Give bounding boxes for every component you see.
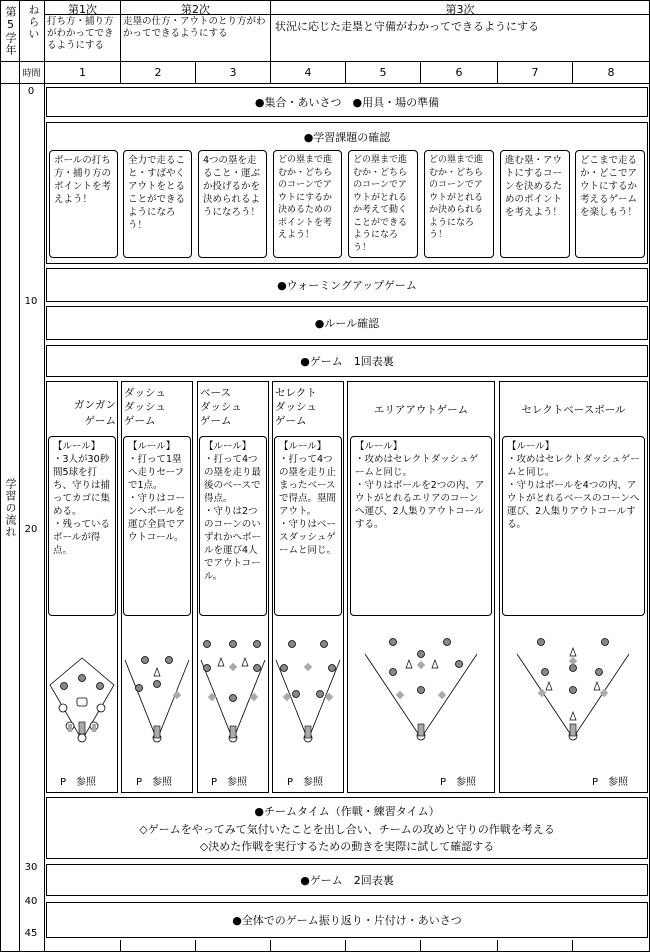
task-box-1: ボールの打ち方・捕り方のポイントを考えよう！ bbox=[49, 150, 118, 258]
field-diagram-6 bbox=[499, 630, 648, 755]
ref-5 bbox=[440, 773, 476, 788]
game-title-4: セレクト ダッシュ ゲーム bbox=[275, 387, 317, 427]
ref-label: 参照 bbox=[303, 777, 324, 788]
task-box-4: どの塁まで進むか・どちらのコーンでアウトにするか決めるためのポイントを考えよう！ bbox=[273, 150, 342, 258]
task-box-5: どの塁まで進むか・どちらのコーンでアウトがとれるか考えて動くことができるようになろう！ bbox=[348, 150, 418, 258]
ref-p: P bbox=[60, 777, 67, 788]
rule-box-5: 【ルール】 ・攻めはセレクトダッシュゲームと同じ。 ・守りはボールを2つの内、アウトがとれるエリアのコーンへ運び、2人集りアウトコールする。 bbox=[350, 436, 492, 616]
field-diagram-3 bbox=[197, 640, 269, 755]
field-diagram-2 bbox=[121, 640, 193, 755]
task-box-6: どの塁まで進むか・どちらのコーンでアウトがとれるか決められるようになろう！ bbox=[424, 150, 494, 258]
phase-1-aim: 打ち方・捕り方がわかってできるようにする bbox=[47, 16, 114, 51]
game-title-6: セレクトベースボール bbox=[521, 404, 626, 416]
rule-box-2: 【ルール】 ・打って1塁へ走りセーフで1点。 ・守りはコーンへボールを運び全員でアウトコール。 bbox=[123, 436, 191, 616]
field-diagram-4 bbox=[272, 640, 344, 755]
team-time-title: ●チームタイム（作戦・練習タイム） bbox=[254, 805, 440, 818]
task-box-8: どこまで走るか・どこでアウトにするか考えるゲームを楽しもう！ bbox=[575, 150, 645, 258]
ref-p: P bbox=[136, 777, 143, 788]
game-title-3: ベース ダッシュ ゲーム bbox=[200, 387, 242, 427]
warmup-row: ●ウォーミングアップゲーム bbox=[46, 268, 648, 302]
ref-4 bbox=[287, 773, 323, 788]
flow-label: 学習の流れ bbox=[4, 478, 17, 538]
ref-2 bbox=[136, 773, 172, 788]
hour-5: 5 bbox=[379, 66, 387, 79]
time-45: 45 bbox=[24, 928, 38, 939]
time-10: 10 bbox=[24, 296, 38, 307]
ref-3 bbox=[211, 773, 247, 788]
team-time-point-1: ◇ゲームをやってみて気付いたことを出し合い、チームの攻めと守りの作戦を考える bbox=[139, 823, 555, 836]
game2-row: ●ゲーム 2回表裏 bbox=[46, 864, 648, 896]
rule-box-4: 【ルール】 ・打って4つの塁を走り止まったベースで得点。塁間アウト。 ・守りはベースダッシュゲームと同じ。 bbox=[274, 436, 342, 616]
gathering-row: ●集合・あいさつ ●用具・場の準備 bbox=[46, 87, 648, 117]
hour-3: 3 bbox=[229, 66, 237, 79]
ref-1 bbox=[60, 773, 96, 788]
hour-4: 4 bbox=[304, 66, 312, 79]
rule-box-3: 【ルール】 ・打って4つの塁を走り最後のベースで得点。 ・守りは2つのコーンのいずれかへボールを運び4人でアウトコール。 bbox=[199, 436, 267, 616]
game1-row: ●ゲーム 1回表裏 bbox=[46, 345, 648, 377]
ref-p: P bbox=[287, 777, 294, 788]
hour-1: 1 bbox=[79, 66, 86, 79]
ref-6 bbox=[592, 773, 628, 788]
ref-label: 参照 bbox=[456, 777, 477, 788]
team-time-point-2: ◇決めた作戦を実行するための動きを実際に試して確認する bbox=[199, 840, 495, 853]
ref-label: 参照 bbox=[227, 777, 248, 788]
aim-label: ねらい bbox=[27, 4, 40, 40]
rule-box-6: 【ルール】 ・攻めはセレクトダッシュゲームと同じ。 ・守りはボールを4つの内、アウトがとれるベースのコーンへ運び、2人集りアウトコールする。 bbox=[502, 436, 645, 616]
field-diagram-1 bbox=[46, 640, 118, 755]
time-label: 時間 bbox=[22, 69, 41, 79]
ref-label: 参照 bbox=[152, 777, 173, 788]
field-diagram-5 bbox=[347, 630, 495, 755]
ref-label: 参照 bbox=[608, 777, 629, 788]
hour-7: 7 bbox=[531, 66, 539, 79]
game-title-1: ガンガン ゲーム bbox=[74, 399, 116, 427]
grade-label: 第5学年 bbox=[4, 6, 17, 56]
phase-2-aim: 走塁の仕方・アウトのとり方がわかってできるようにする bbox=[123, 16, 266, 39]
phase-1-name: 第1次 bbox=[68, 3, 97, 16]
rule-box-1: 【ルール】 ・3人が30秒間5球を打ち、守りは捕ってカゴに集める。 ・残っているボールが得点。 bbox=[48, 436, 116, 616]
task-box-7: 進む塁・アウトにするコーンを決めるためのポイントを考えよう！ bbox=[500, 150, 570, 258]
ref-p: P bbox=[592, 777, 599, 788]
hour-8: 8 bbox=[607, 66, 615, 79]
game-title-5: エリアアウトゲーム bbox=[373, 404, 469, 416]
game-title-2: ダッシュ ダッシュ ゲーム bbox=[124, 387, 166, 427]
time-20: 20 bbox=[24, 524, 38, 535]
time-0: 0 bbox=[27, 86, 35, 97]
hour-2: 2 bbox=[154, 66, 162, 79]
task-box-3: 4つの塁を走ること・運ぶか投げるかを決められるようになろう！ bbox=[198, 150, 267, 258]
task-box-2: 全力で走ること・すばやくアウトをとることができるようになろう！ bbox=[123, 150, 192, 258]
task-check-title: ●学習課題の確認 bbox=[303, 131, 391, 144]
time-40: 40 bbox=[24, 896, 38, 907]
ref-p: P bbox=[211, 777, 218, 788]
phase-3-aim: 状況に応じた走塁と守備がわかってできるようにする bbox=[275, 20, 539, 33]
hour-6: 6 bbox=[455, 66, 463, 79]
phase-2-name: 第2次 bbox=[181, 3, 210, 16]
time-30: 30 bbox=[24, 862, 38, 873]
phase-3-name: 第3次 bbox=[445, 3, 475, 16]
ref-label: 参照 bbox=[76, 777, 97, 788]
ref-p: P bbox=[440, 777, 447, 788]
closing-row: ●全体でのゲーム振り返り・片付け・あいさつ bbox=[46, 902, 648, 938]
rule-check-row: ●ルール確認 bbox=[46, 306, 648, 340]
